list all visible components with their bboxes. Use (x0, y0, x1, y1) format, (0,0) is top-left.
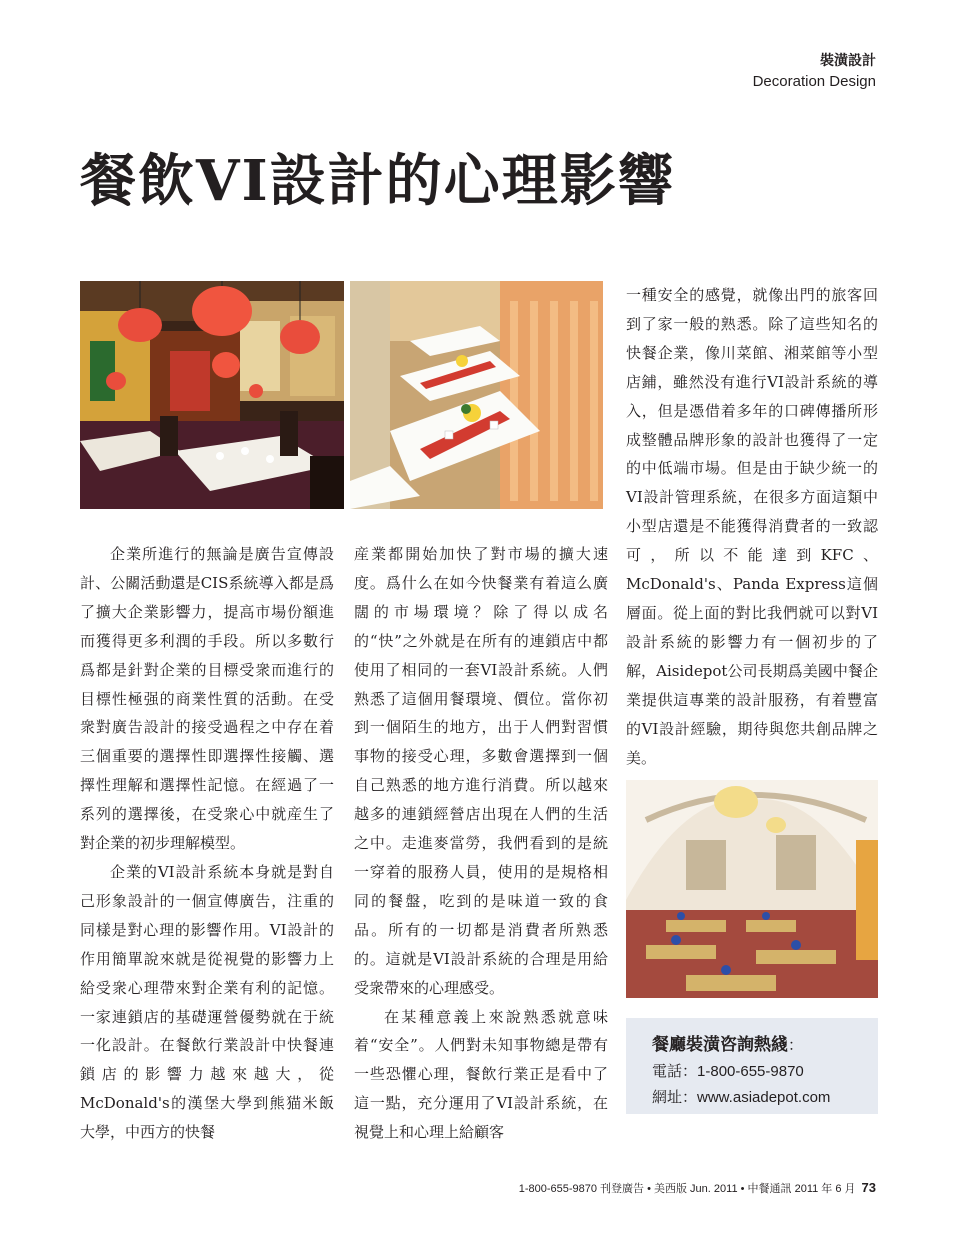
footer-text: 1-800-655-9870 刊登廣告 • 美西版 Jun. 2011 • 中餐通訊 2011 年 6 月 (518, 1183, 856, 1195)
article-title: 餐飲VI設計的心理影響 (80, 148, 676, 214)
hotline-box (626, 1018, 878, 1114)
column-1 (80, 540, 334, 1147)
paragraph: 企業所進行的無論是廣告宣傳設計、公關活動還是CIS系統導入都是爲了擴大企業影響力，提高市場份額進而獲得更多利潤的手段。所以多數行爲都是針對企業的目標受衆而進行的目標性極强的商業性質的活動。在受衆對廣告設計的接受過程之中存在着三個重要的選擇性即選擇性接觸、選擇性理解和選擇性記憶。在經過了一系列的選擇後，在受衆心中就産生了對企業的初步理解模型。 (80, 545, 334, 853)
restaurant-hall-photo (626, 780, 878, 998)
hotline-phone (652, 1060, 804, 1081)
page-footer (519, 1180, 876, 1196)
restaurant-tables-photo (350, 281, 603, 509)
column-3 (626, 281, 878, 772)
section-name-zh: 裝潢設計 (820, 52, 876, 68)
section-name-en: Decoration Design (752, 73, 876, 90)
paragraph: 在某種意義上來說熟悉就意味着“安全”。人們對未知事物總是帶有一些恐懼心理，餐飲行業正是看中了這一點，充分運用了VI設計系統，在視覺上和心理上給顧客 (354, 1007, 608, 1142)
phone-label: 電話： (652, 1063, 698, 1080)
column-2 (354, 540, 608, 1147)
paragraph: 産業都開始加快了對市場的擴大速度。爲什么在如今快餐業有着這么廣闊的市場環境？除了得以成名的“快”之外就是在所有的連鎖店中都使用了相同的一套VI設計系統。人們熟悉了這個用餐環境、價位。當你初到一個陌生的地方，出于人們對習慣事物的接受心理，多數會選擇到一個自己熟悉的地方進行消費。所以越來越多的連鎖經營店出現在人們的生活之中。走進麥當勞，我們看到的是統一穿着的服務人員，使用的是規格相同的餐盤，吃到的是味道一致的食品。所有的一切都是消費者所熟悉的。這就是VI設計系統的合理是用給受衆帶來的心理感受。 (354, 545, 608, 997)
phone-number[interactable]: 1-800-655-9870 (697, 1063, 804, 1080)
hotline-title: 餐廳裝潢咨詢熱綫： (652, 1035, 804, 1054)
section-tag (753, 50, 876, 92)
hotline-website (652, 1086, 830, 1107)
paragraph: 一種安全的感覺，就像出門的旅客回到了家一般的熟悉。除了這些知名的快餐企業，像川菜館、湘菜館等小型店鋪，雖然没有進行VI設計系統的導入，但是憑借着多年的口碑傳播所形成整體品牌形象的設計也獲得了一定的中低端市場。但是由于缺少統一的VI設計管理系統，在很多方面這類中小型店還是不能獲得消費者的一致認可，所以不能達到KFC、McDonald's、Panda Express這個層面。從上面的對比我們就可以對VI設計系統的影響力有一個初步的了解，Aisidepot公司長期爲美國中餐企業提供這專業的設計服務，有着豐富的VI設計經驗，期待與您共創品牌之美。 (626, 286, 878, 767)
paragraph: 企業的VI設計系統本身就是對自己形象設計的一個宣傳廣告，注重的同樣是對心理的影響作用。VI設計的作用簡單說來就是從視覺的影響力上給受衆心理帶來對企業有利的記憶。一家連鎖店的基礎運營優勢就在于統一化設計。在餐飲行業設計中快餐連鎖店的影響力越來越大，從McDonald's的漢堡大學到熊猫米飯大學，中西方的快餐 (80, 862, 334, 1142)
website-link[interactable]: www.asiadepot.com (697, 1089, 831, 1106)
page-number: 73 (861, 1180, 876, 1195)
restaurant-interior-photo (80, 281, 344, 509)
website-label: 網址： (652, 1089, 698, 1106)
